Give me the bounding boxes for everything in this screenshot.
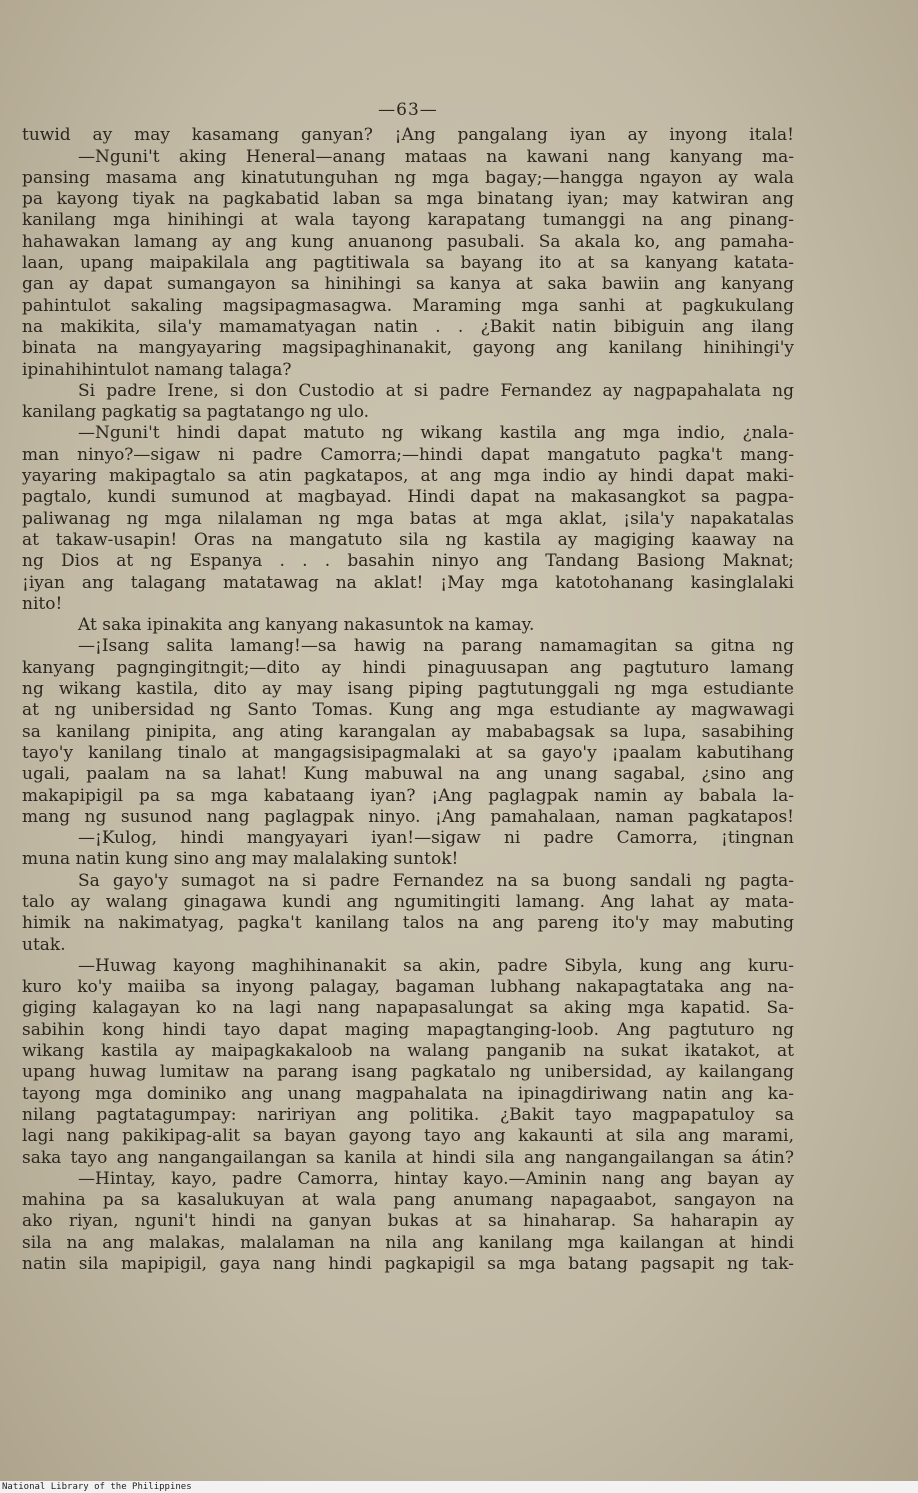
text-line: yayaring makipagtalo sa atin pagkatapos, at ang mga indio ay hindi dapat maki- <box>22 466 794 487</box>
text-line: talo ay walang ginagawa kundi ang ngumitingiti lamang. Ang lahat ay mata- <box>22 891 794 912</box>
text-line: kanilang mga hinihingi at wala tayong karapatang tumanggi na ang pinang- <box>22 210 794 231</box>
text-line: —Huwag kayong maghihinanakit sa akin, padre Sibyla, kung ang kuru- <box>78 955 794 976</box>
text-line: —Nguni't aking Heneral—anang mataas na kawani nang kanyang ma- <box>78 146 794 167</box>
text-line: tuwid ay may kasamang ganyan? ¡Ang pangalang iyan ay inyong itala! <box>22 125 794 146</box>
text-line: sila na ang malakas, malalaman na nila ang kanilang mga kailangan at hindi <box>22 1232 794 1253</box>
text-line: pa kayong tiyak na pagkabatid laban sa mga binatang iyan; may katwiran ang <box>22 189 794 210</box>
text-line: giging kalagayan ko na lagi nang napapasalungat sa aking mga kapatid. Sa- <box>22 998 794 1019</box>
text-line: ako riyan, nguni't hindi na ganyan bukas at sa hinaharap. Sa haharapin ay <box>22 1211 794 1232</box>
text-line: saka tayo ang nangangailangan sa kanila at hindi sila ang nangangailangan sa átin? <box>22 1147 794 1168</box>
text-line: himik na nakimatyag, pagka't kanilang talos na ang pareng ito'y may mabuting <box>22 913 794 934</box>
text-line: —¡Kulog, hindi mangyayari iyan!—sigaw ni padre Camorra, ¡tingnan <box>78 828 794 849</box>
library-credit: National Library of the Philippines <box>0 1481 918 1493</box>
text-line: laan, upang maipakilala ang pagtitiwala sa bayang ito at sa kanyang katata- <box>22 253 794 274</box>
text-line: —Nguni't hindi dapat matuto ng wikang kastila ang mga indio, ¿nala- <box>78 423 794 444</box>
text-line: at takaw-usapin! Oras na mangatuto sila ng kastila ay magiging kaaway na <box>22 529 794 550</box>
text-line: mang ng susunod nang paglagpak ninyo. ¡Ang pamahalaan, naman pagkatapos! <box>22 806 794 827</box>
text-line: tayong mga dominiko ang unang magpahalata na ipinagdiriwang natin ang ka- <box>22 1083 794 1104</box>
text-line: pansing masama ang kinatutunguhan ng mga bagay;—hangga ngayon ay wala <box>22 167 794 188</box>
text-line: at ng unibersidad ng Santo Tomas. Kung ang mga estudiante ay magwawagi <box>22 700 794 721</box>
text-line: ugali, paalam na sa lahat! Kung mabuwal na ang unang sagabal, ¿sino ang <box>22 764 794 785</box>
text-line: nito! <box>22 593 63 614</box>
page-body <box>22 100 794 1275</box>
text-lines <box>22 125 794 1275</box>
text-line: nilang pagtatagumpay: naririyan ang politika. ¿Bakit tayo magpapatuloy sa <box>22 1104 794 1125</box>
text-line: Si padre Irene, si don Custodio at si padre Fernandez ay nagpapahalata ng <box>78 380 794 401</box>
text-line: kuro ko'y maiiba sa inyong palagay, bagaman lubhang nakapagtataka ang na- <box>22 977 794 998</box>
text-line: kanilang pagkatig sa pagtatango ng ulo. <box>22 402 370 423</box>
text-line: sa kanilang pinipita, ang ating karangalan ay mababagsak sa lupa, sasabihing <box>22 721 794 742</box>
text-line: muna natin kung sino ang may malalaking suntok! <box>22 849 459 870</box>
text-line: At saka ipinakita ang kanyang nakasuntok na kamay. <box>78 615 535 636</box>
text-line: kanyang pagngingitngit;—dito ay hindi pinaguusapan ang pagtuturo lamang <box>22 657 794 678</box>
text-line: —Hintay, kayo, padre Camorra, hintay kayo.—Aminin nang ang bayan ay <box>78 1168 794 1189</box>
text-line: ng wikang kastila, dito ay may isang piping pagtutunggali ng mga estudiante <box>22 679 794 700</box>
text-line: —¡Isang salita lamang!—sa hawig na parang namamagitan sa gitna ng <box>78 636 794 657</box>
text-line: ipinahihintulot namang talaga? <box>22 359 292 380</box>
text-line: sabihin kong hindi tayo dapat maging mapagtanging-loob. Ang pagtuturo ng <box>22 1019 794 1040</box>
text-line: tayo'y kanilang tinalo at mangagsisipagmalaki at sa gayo'y ¡paalam kabutihang <box>22 742 794 763</box>
text-line: paliwanag ng mga nilalaman ng mga batas at mga aklat, ¡sila'y napakatalas <box>22 508 794 529</box>
text-line: utak. <box>22 934 66 955</box>
text-line: upang huwag lumitaw na parang isang pagkatalo ng unibersidad, ay kailangang <box>22 1062 794 1083</box>
text-line: binata na mangyayaring magsipaghinanakit, gayong ang kanilang hinihingi'y <box>22 338 794 359</box>
page-number: —63— <box>378 100 438 120</box>
text-line: wikang kastila ay maipagkakaloob na walang panganib na sukat ikatakot, at <box>22 1041 794 1062</box>
text-line: gan ay dapat sumangayon sa hinihingi sa kanya at saka bawiin ang kanyang <box>22 274 794 295</box>
text-line: makapipigil pa sa mga kabataang iyan? ¡Ang paglagpak namin ay babala la- <box>22 785 794 806</box>
text-line: pahintulot sakaling magsipagmasagwa. Maraming mga sanhi at pagkukulang <box>22 295 794 316</box>
text-line: ng Dios at ng Espanya . . . basahin ninyo ang Tandang Basiong Maknat; <box>22 551 794 572</box>
text-line: na makikita, sila'y mamamatyagan natin . . ¿Bakit natin bibiguin ang ilang <box>22 316 794 337</box>
text-line: hahawakan lamang ay ang kung anuanong pasubali. Sa akala ko, ang pamaha- <box>22 231 794 252</box>
text-line: natin sila mapipigil, gaya nang hindi pagkapigil sa mga batang pagsapit ng tak- <box>22 1254 794 1275</box>
text-line: Sa gayo'y sumagot na si padre Fernandez na sa buong sandali ng pagta- <box>78 870 794 891</box>
text-line: pagtalo, kundi sumunod at magbayad. Hindi dapat na makasangkot sa pagpa- <box>22 487 794 508</box>
text-line: man ninyo?—sigaw ni padre Camorra;—hindi dapat mangatuto pagka't mang- <box>22 444 794 465</box>
text-line: mahina pa sa kasalukuyan at wala pang anumang napagaabot, sangayon na <box>22 1190 794 1211</box>
text-line: ¡iyan ang talagang matatawag na aklat! ¡May mga katotohanang kasinglalaki <box>22 572 794 593</box>
text-line: lagi nang pakikipag-alit sa bayan gayong tayo ang kakaunti at sila ang marami, <box>22 1126 794 1147</box>
